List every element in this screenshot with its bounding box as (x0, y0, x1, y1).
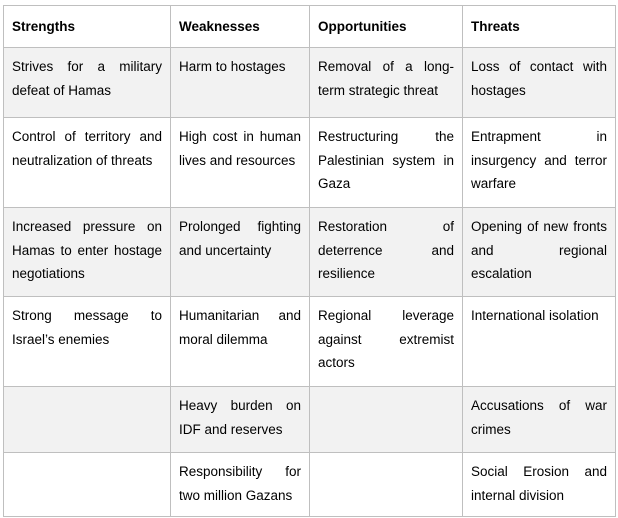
strength-cell (4, 453, 171, 517)
weakness-cell: Responsibility for two million Gazans (171, 453, 310, 517)
threat-cell: Entrapment in insurgency and terror warfare (463, 118, 616, 208)
weakness-cell: Prolonged fighting and uncertainty (171, 208, 310, 297)
opportunity-cell (310, 387, 463, 453)
table-row (4, 48, 616, 118)
opportunity-cell: Restoration of deterrence and resilience (310, 208, 463, 297)
strength-cell: Control of territory and neutralization of threats (4, 118, 171, 208)
table-row (4, 387, 616, 453)
table-row (4, 208, 616, 297)
strength-cell: Increased pressure on Hamas to enter hostage negotiations (4, 208, 171, 297)
weakness-cell: Harm to hostages (171, 48, 310, 118)
strength-cell: Strong message to Israel’s enemies (4, 297, 171, 387)
header-strengths: Strengths (4, 6, 171, 48)
header-row (4, 6, 616, 48)
strength-cell (4, 387, 171, 453)
strength-cell: Strives for a military defeat of Hamas (4, 48, 171, 118)
header-opportunities: Opportunities (310, 6, 463, 48)
table-row (4, 297, 616, 387)
table-row (4, 118, 616, 208)
header-weaknesses: Weaknesses (171, 6, 310, 48)
threat-cell: Social Erosion and internal division (463, 453, 616, 517)
weakness-cell: Humanitarian and moral dilemma (171, 297, 310, 387)
opportunity-cell: Restructuring the Palestinian system in Gaza (310, 118, 463, 208)
header-threats: Threats (463, 6, 616, 48)
weakness-cell: High cost in human lives and resources (171, 118, 310, 208)
weakness-cell: Heavy burden on IDF and reserves (171, 387, 310, 453)
threat-cell: International isolation (463, 297, 616, 387)
swot-table (3, 5, 616, 517)
opportunity-cell (310, 453, 463, 517)
table-row (4, 453, 616, 517)
threat-cell: Loss of contact with hostages (463, 48, 616, 118)
opportunity-cell: Removal of a long-term strategic threat (310, 48, 463, 118)
threat-cell: Opening of new fronts and regional escalation (463, 208, 616, 297)
threat-cell: Accusations of war crimes (463, 387, 616, 453)
opportunity-cell: Regional leverage against extremist actors (310, 297, 463, 387)
